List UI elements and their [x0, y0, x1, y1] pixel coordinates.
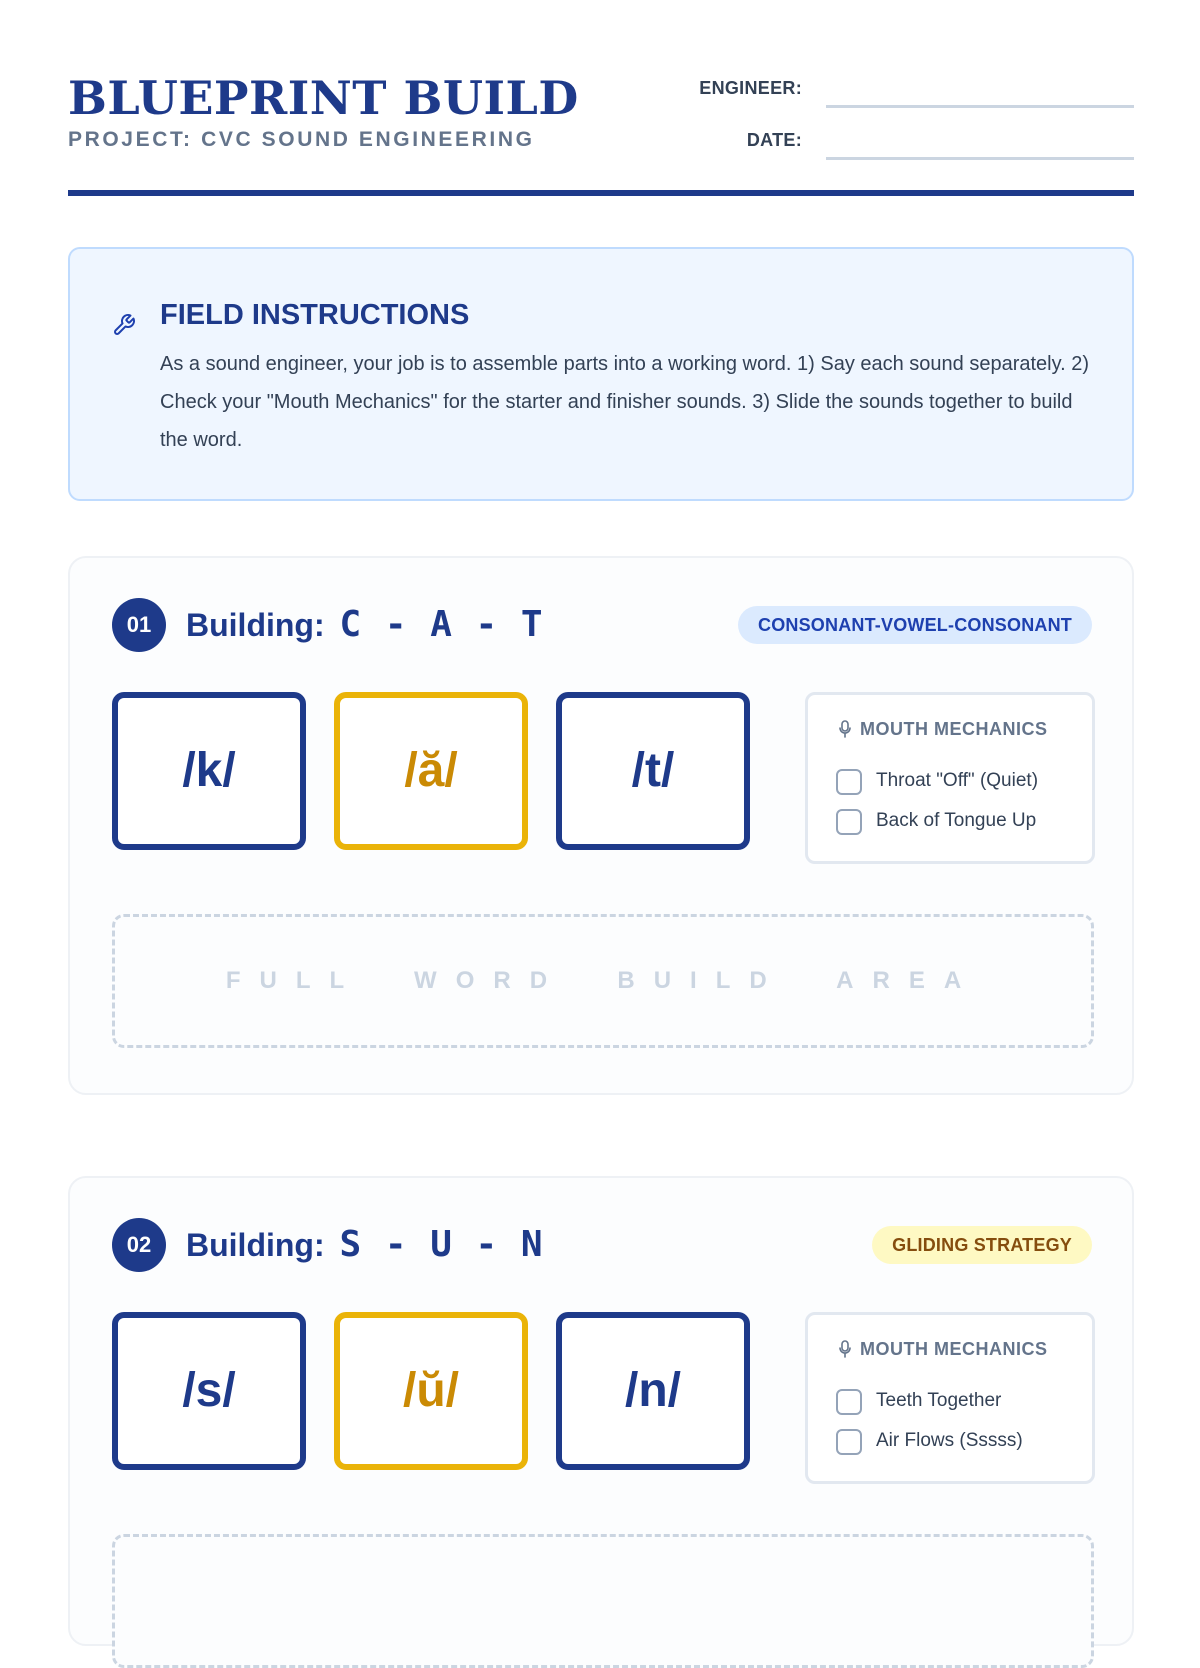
mechanics-heading [838, 1339, 1048, 1360]
date-label: DATE: [746, 130, 802, 150]
word-card-sun [68, 1176, 1134, 1646]
mouth-mechanics-panel [805, 1312, 1095, 1484]
page-title: BLUEPRINT BUILD [68, 71, 579, 125]
check-label: Throat "Off" (Quiet) [876, 770, 1039, 791]
sound-box-vowel: /ă/ [334, 692, 528, 850]
sound-box-vowel: /ŭ/ [334, 1312, 528, 1470]
checkbox[interactable] [836, 1429, 862, 1455]
engineer-line[interactable] [826, 105, 1134, 108]
building-label: Building: [186, 607, 325, 643]
sound-box-starter: /s/ [112, 1312, 306, 1470]
checkbox[interactable] [836, 1389, 862, 1415]
check-label: Teeth Together [876, 1390, 1002, 1411]
word-card-cat [68, 556, 1134, 1095]
full-word-build-area[interactable]: FULL WORD BUILD AREA [112, 914, 1094, 1048]
full-word-build-area[interactable] [112, 1534, 1094, 1668]
engineer-field[interactable] [688, 72, 1134, 108]
sound-box-finisher: /t/ [556, 692, 750, 850]
card-number: 02 [112, 1218, 166, 1272]
sound-box-finisher: /n/ [556, 1312, 750, 1470]
checkbox[interactable] [836, 769, 862, 795]
strategy-badge: GLIDING STRATEGY [872, 1226, 1092, 1264]
date-line[interactable] [826, 157, 1134, 160]
instructions-title: FIELD INSTRUCTIONS [160, 299, 470, 331]
mechanics-title: MOUTH MECHANICS [860, 719, 1048, 739]
card-heading [186, 602, 544, 648]
building-word: C - A - T [339, 604, 544, 645]
page-subtitle: PROJECT: CVC SOUND ENGINEERING [68, 128, 535, 151]
sound-box-starter: /k/ [112, 692, 306, 850]
check-label: Back of Tongue Up [876, 810, 1037, 831]
page-header [68, 70, 1134, 196]
card-heading [186, 1222, 544, 1268]
mouth-mechanics-panel [805, 692, 1095, 864]
wrench-icon [112, 313, 136, 337]
card-number: 01 [112, 598, 166, 652]
mechanics-title: MOUTH MECHANICS [860, 1339, 1048, 1359]
checkbox[interactable] [836, 809, 862, 835]
strategy-badge: CONSONANT-VOWEL-CONSONANT [738, 606, 1092, 644]
microphone-icon [838, 1340, 852, 1358]
microphone-icon [838, 720, 852, 738]
building-label: Building: [186, 1227, 325, 1263]
instructions-body: As a sound engineer, your job is to assemble parts into a working word. 1) Say each sound separately. 2) Check your "Mouth Mechanics" for the starter and finisher sounds. 3) Slide the sounds together to build the word. [160, 353, 1090, 451]
mechanics-heading [838, 719, 1048, 740]
field-instructions-panel [68, 247, 1134, 501]
engineer-label: ENGINEER: [699, 78, 802, 98]
building-word: S - U - N [339, 1224, 544, 1265]
check-label: Air Flows (Sssss) [876, 1430, 1023, 1451]
date-field[interactable] [688, 124, 1134, 160]
